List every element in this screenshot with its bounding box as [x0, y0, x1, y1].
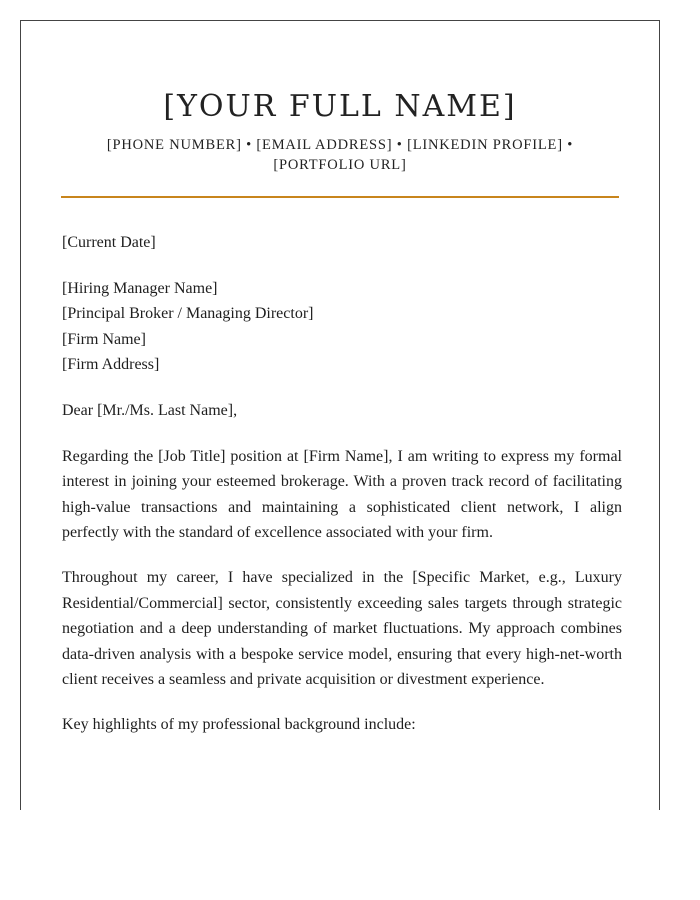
recipient-block — [62, 276, 622, 378]
contact-line-1: [PHONE NUMBER] • [EMAIL ADDRESS] • [LINKEDIN PROFILE] • — [106, 137, 574, 153]
salutation: Dear [Mr./Ms. Last Name], — [62, 401, 238, 419]
recipient-name: [Hiring Manager Name] — [62, 279, 218, 297]
full-name-heading: [YOUR FULL NAME] — [163, 89, 517, 124]
accent-divider — [61, 196, 619, 198]
contact-info — [21, 135, 659, 175]
letter-date: [Current Date] — [62, 234, 156, 251]
letter-page — [20, 20, 660, 810]
letter-body — [62, 230, 622, 757]
recipient-title: [Principal Broker / Managing Director] — [62, 305, 314, 323]
body-paragraph-2: Throughout my career, I have specialized in the [Specific Market, e.g., Luxury Residential/Commercial] sector, consistently exceeding sales targets through strategic negotiation and a deep understanding of market fluctuations. My approach combines data-driven analysis with a bespoke service model, ensuring that every high-net-worth client receives a seamless and private acquisition or divestment experience. — [62, 568, 622, 689]
contact-line-2: [PORTFOLIO URL] — [273, 157, 407, 173]
recipient-address: [Firm Address] — [62, 356, 160, 374]
highlights-intro: Key highlights of my professional background include: — [62, 715, 416, 733]
recipient-firm: [Firm Name] — [62, 330, 146, 348]
body-paragraph-1: Regarding the [Job Title] position at [Firm Name], I am writing to express my formal interest in joining your esteemed brokerage. With a proven track record of facilitating high-value transactions and maintaining a sophisticated client network, I align perfectly with the standard of excellence associated with your firm. — [62, 447, 622, 542]
letterhead — [21, 87, 659, 175]
